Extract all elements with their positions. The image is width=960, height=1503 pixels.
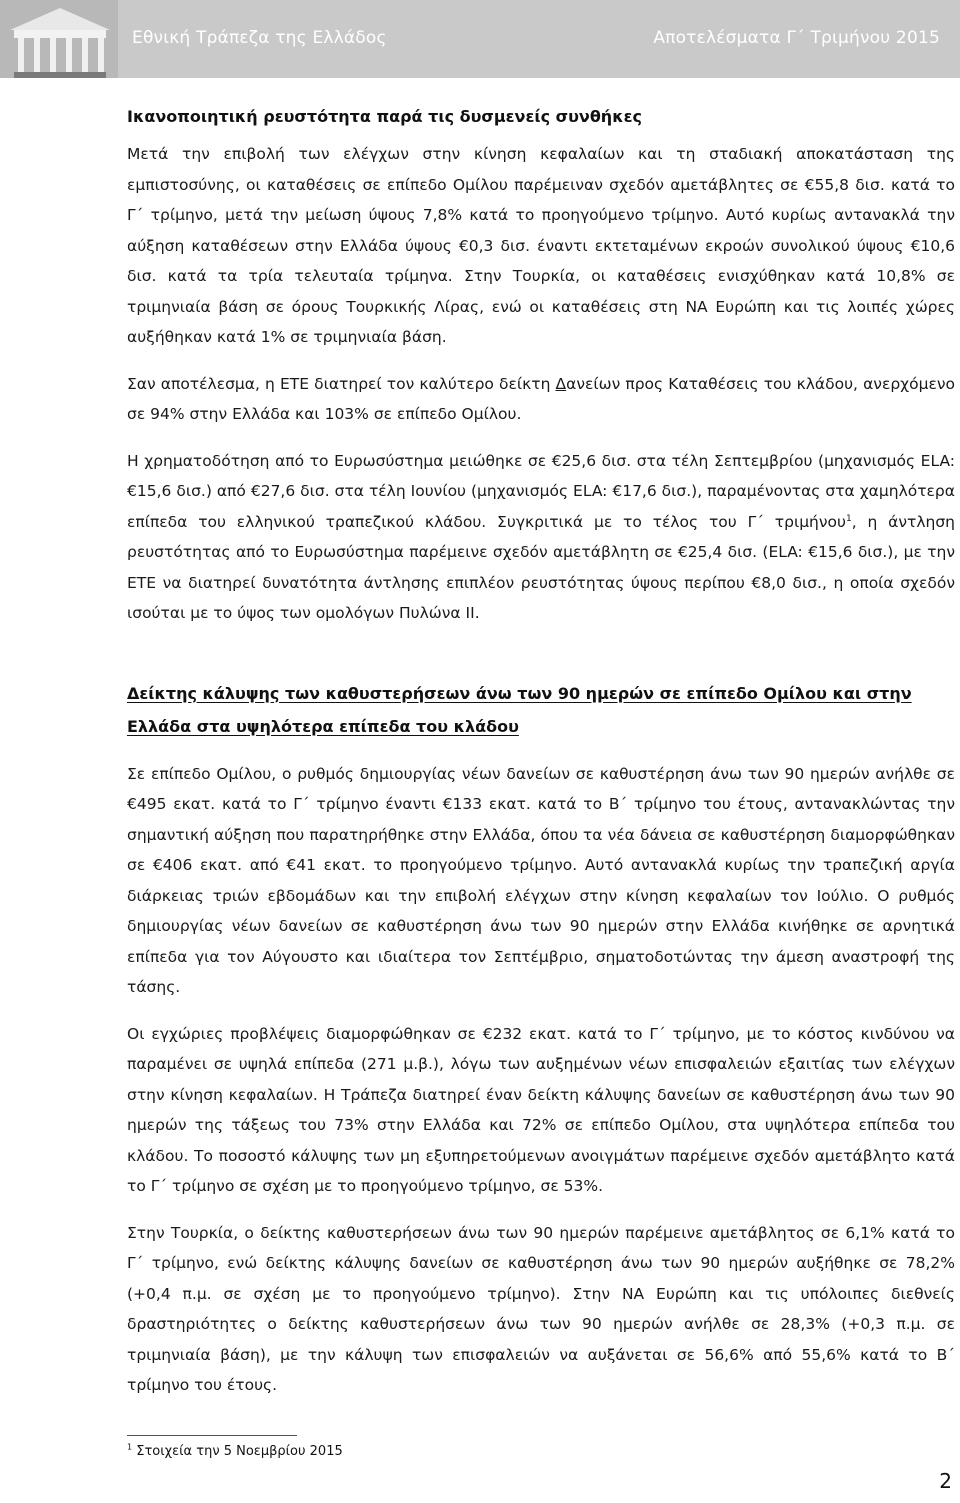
paragraph-text: Η χρηματοδότηση από το Ευρωσύστημα μειώθηκε σε €25,6 δισ. στα τέλη Σεπτεμβρίου (μηχανισμός ELA: €15,6 δισ.) από €27,6 δισ. στα τέλη Ιουνίου (μηχανισμός ELA: €17,6 δισ.), παραμένοντας στα χαμηλότερα επίπεδα του ελληνικού τραπεζικού κλάδου. Συγκριτικά με το τέλος του Γ΄ τριμήνου [127, 451, 955, 531]
page-number: 2 [939, 1469, 952, 1493]
section-liquidity-heading: Ικανοποιητική ρευστότητα παρά τις δυσμενείς συνθήκες [127, 107, 642, 126]
paragraph-text: ανείων προς Καταθέσεις του κλάδου, ανερχόμενο σε 94% στην Ελλάδα και 103% σε επίπεδο Ομίλου. [127, 374, 955, 423]
section-liquidity-paragraph-3 [127, 446, 955, 629]
footnote-ref: 1 [846, 513, 852, 524]
section-coverage-paragraph-2: Οι εγχώριες προβλέψεις διαμορφώθηκαν σε €232 εκατ. κατά το Γ΄ τρίμηνο, με το κόστος κινδύνου να παραμένει σε υψηλά επίπεδα (271 μ.β.), λόγω των αυξημένων νέων επισφαλειών εξαιτίας των ελέγχων στην κίνηση κεφαλαίων. Η Τράπεζα διατηρεί έναν δείκτη κάλυψης δανείων σε καθυστέρηση άνω των 90 ημερών της τάξεως του 73% στην Ελλάδα και 72% σε επίπεδο Ομίλου, στα υψηλότερα επίπεδα του κλάδου. Το ποσοστό κάλυψης των μη εξυπηρετούμενων ανοιγμάτων παρέμεινε σχεδόν αμετάβλητο κατά το Γ΄ τρίμηνο σε σχέση με το προηγούμενο τρίμηνο, σε 53%. [127, 1024, 955, 1195]
paragraph-text: Σαν αποτέλεσμα, η ΕΤΕ διατηρεί τον καλύτερο δείκτη [127, 374, 556, 393]
section-coverage-paragraph-1: Σε επίπεδο Ομίλου, ο ρυθμός δημιουργίας νέων δανείων σε καθυστέρηση άνω των 90 ημερών ανήλθε σε €495 εκατ. κατά το Γ΄ τρίμηνο έναντι €133 εκατ. κατά το Β΄ τρίμηνο του έτους, αντανακλώντας την σημαντική αύξηση που παρατηρήθηκε στην Ελλάδα, όπου τα νέα δάνεια σε καθυστέρηση διαμορφώθηκαν σε €406 εκατ. από €41 εκατ. το προηγούμενο τρίμηνο. Αυτό αντανακλά κυρίως την τραπεζική αργία διάρκειας τριών εβδομάδων και την επιβολή ελέγχων στην κίνηση κεφαλαίων τον Ιούλιο. Ο ρυθμός δημιουργίας νέων δανείων σε καθυστέρηση άνω των 90 ημερών στην Ελλάδα κινήθηκε σε αρνητικά επίπεδα για τον Αύγουστο και ιδιαίτερα τον Σεπτέμβριο, σηματοδοτώντας την άμεση αναστροφή της τάσης. [127, 764, 955, 996]
footnote [127, 1444, 343, 1459]
page-header [0, 0, 960, 78]
paragraph-text: , η άντληση ρευστότητας από το Ευρωσύστημα παρέμεινε σχεδόν αμετάβλητη σε €25,4 δισ. (ELA: €15,6 δισ.), με την ΕΤΕ να διατηρεί δυνατότητα άντλησης επιπλέον ρευστότητας ύψους περίπου €8,0 δισ., η οποία σχεδόν ισούται με το ύψος των ομολόγων Πυλώνα ΙΙ. [127, 512, 955, 622]
footnote-text: Στοιχεία την 5 Νοεμβρίου 2015 [132, 1444, 343, 1459]
header-report-title: Αποτελέσματα Γ΄ Τριμήνου 2015 [653, 28, 940, 48]
building-photo-icon [0, 0, 118, 78]
footnote-divider [127, 1435, 297, 1436]
section-coverage-heading: Δείκτης κάλυψης των καθυστερήσεων άνω των 90 ημερών σε επίπεδο Ομίλου και στην Ελλάδα στα υψηλότερα επίπεδα του κλάδου [127, 683, 912, 736]
document-body [127, 100, 955, 1401]
section-coverage-paragraph-3: Στην Τουρκία, ο δείκτης καθυστερήσεων άνω των 90 ημερών παρέμεινε αμετάβλητος σε 6,1% κατά το Γ΄ τρίμηνο, ενώ δείκτης κάλυψης δανείων σε καθυστέρηση άνω των 90 ημερών αυξήθηκε σε 78,2% (+0,4 π.μ. σε σχέση με το προηγούμενο τρίμηνο). Στην ΝΑ Ευρώπη και τις υπόλοιπες διεθνείς δραστηριότητες ο δείκτης καθυστερήσεων άνω των 90 ημερών ανήλθε σε 28,3% (+0,3 π.μ. σε τριμηνιαία βάση), με την κάλυψη των επισφαλειών να αυξάνεται σε 56,6% από 55,6% κατά το Β΄ τρίμηνο του έτους. [127, 1223, 955, 1394]
underlined-letter: Δ [555, 374, 567, 393]
section-liquidity-paragraph-1: Μετά την επιβολή των ελέγχων στην κίνηση κεφαλαίων και τη σταδιακή αποκατάσταση της εμπιστοσύνης, οι καταθέσεις σε επίπεδο Ομίλου παρέμειναν σχεδόν αμετάβλητες σε €55,8 δισ. κατά το Γ΄ τρίμηνο, μετά την μείωση ύψους 7,8% κατά το προηγούμενο τρίμηνο. Αυτό κυρίως αντανακλά την αύξηση καταθέσεων στην Ελλάδα ύψους €0,3 δισ. έναντι εκτεταμένων εκροών συνολικού ύψους €10,6 δισ. κατά τα τρία τελευταία τρίμηνα. Στην Τουρκία, οι καταθέσεις ενισχύθηκαν κατά 10,8% σε τριμηνιαία βάση σε όρους Τουρκικής Λίρας, ενώ οι καταθέσεις στη ΝΑ Ευρώπη και τις λοιπές χώρες αυξήθηκαν κατά 1% σε τριμηνιαία βάση. [127, 145, 955, 346]
header-bank-name: Εθνική Τράπεζα της Ελλάδος [132, 28, 387, 48]
section-liquidity-paragraph-2 [127, 369, 955, 430]
footnote-marker: 1 [127, 1442, 133, 1452]
